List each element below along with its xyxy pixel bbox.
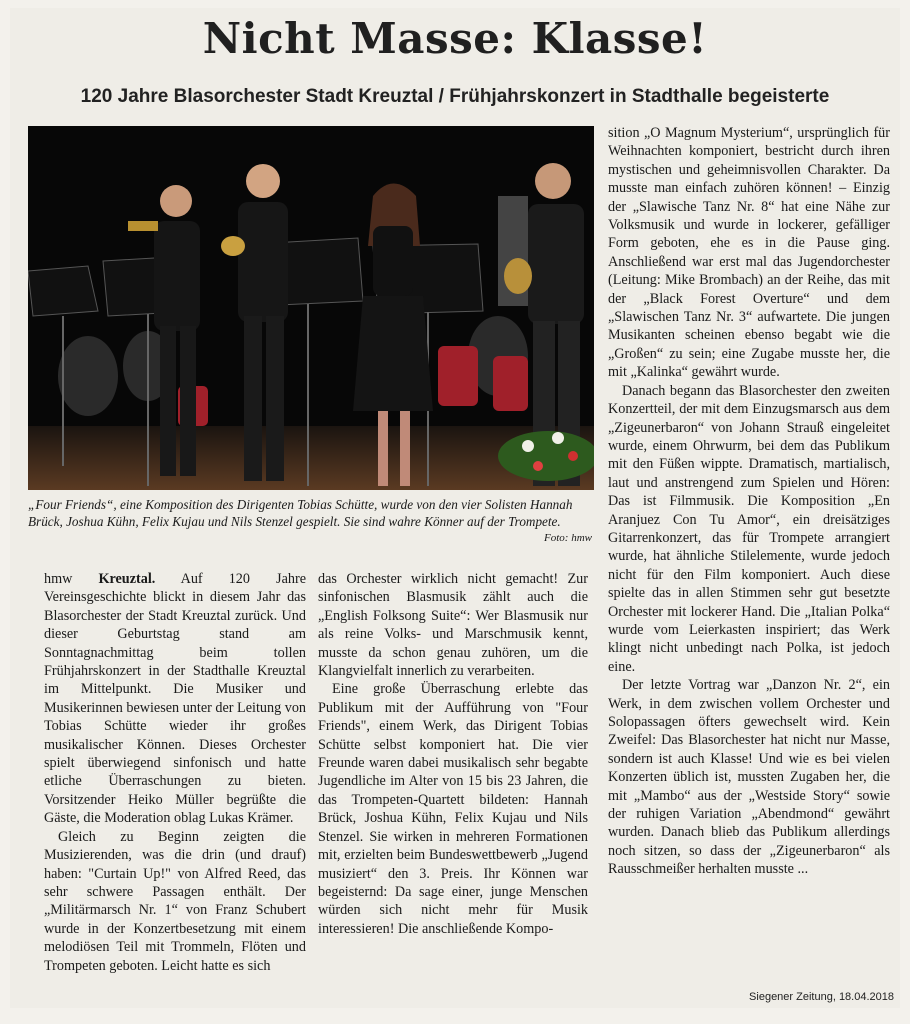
article-lead-paragraph — [44, 570, 306, 828]
article-paragraph: Gleich zu Beginn zeigten die Musizierenden, was die drin (und drauf) haben: "Curtain Up!" von Alfred Reed, das sehr schwere Passagen enthält. Der „Militärmarsch Nr. 1“ von Franz Schubert wurde in der Konzertbesetzung mit einem melodiösen Teil mit Trommeln, Flöten und Trompeten geboten. Leicht hatte es sich — [44, 828, 306, 974]
lead-text: Auf 120 Jahre Vereinsgeschichte blickt in diesem Jahr das Blasorchester der Stadt Kreuztal zurück. Und dieser Geburtstag stand am Sonntagnachmittag beim tollen Frühjahrskonzert in der Stadthalle Kreuztal im Mittelpunkt. Die Musiker und Musikerinnen bewiesen unter der Leitung von Tobias Schütte wieder ihr großes musikalischer Können. Dieses Orchester spielt überwiegend sinfonisch und hatte etliche Überraschungen zu bieten. Vorsitzender Heiko Müller begrüßte die Gäste, die Moderation oblag Lukas Krämer. — [44, 571, 307, 827]
article-paragraph: Eine große Überraschung erlebte das Publikum mit der Aufführung von "Four Friends", einem Werk, das Dirigent Tobias Schütte selbst komponiert hat. Die vier Freunde waren dabei musikalisch sehr begabte Jugendliche im Alter von 15 bis 23 Jahren, die das Trompeten-Quartett bildeten: Hannah Brück, Joshua Kühn, Felix Kujau und Nils Stenzel. Sie wirken in mehreren Formationen mit, erzielten beim Bundeswettbewerb „Jugend musiziert“ den 3. Preis. Ihr Können war begeisternd: Da sage einer, junge Menschen würden sich nicht mehr für Musik interessieren! Die anschließende Kompo- — [318, 681, 588, 937]
article-paragraph: Der letzte Vortrag war „Danzon Nr. 2“, ein Werk, in dem zwischen vollem Orchester und Solopassagen öfters gewechselt wird. Kein Zweifel: Das Blasorchester hat nicht nur Masse, sondern ist auch Klasse! Und wie es bei vielen Konzerten üblich ist, mussten Zugaben her, die mit „Mambo“ aus der „Westside Story“ sowie der ruhigen Variation „Abendmond“ gewährt wurden. Danach blieb das Publikum allerdings noch sitzen, so dass der „Zigeunerbaron“ als Rausschmeißer herhalten musste ... — [608, 677, 890, 878]
article-paragraph: sition „O Magnum Mysterium“, ursprünglich für Weihnachten komponiert, bestricht durch ihren mystischen und geheimnisvollen Charakter. Da musste man einfach zuhören können! – Einzig der „Slawische Tanz Nr. 8“ hat eine Nähe zur Volksmusik und wurde in lockerer, gefälliger Form geboten, ehe es in die Pause ging. Anschließend war erst mal das Jugendorchester (Leitung: Mike Brombach) an der Reihe, das mit der „Black Forest Overture“ und dem „Slawischen Tanz Nr. 3“ aufwartete. Die jungen Musikanten scheinen ebenso begabt wie die „Großen“ zu sein; eine Zugabe musste her, die mit „Kalinka“ gewährt wurde. — [608, 125, 890, 381]
photo-caption-text: „Four Friends“, eine Komposition des Dirigenten Tobias Schütte, wurde von den vier Solisten Hannah Brück, Joshua Kühn, Felix Kujau und Nils Stenzel gespielt. Sie sind wahre Könner auf der Trompete. — [28, 497, 573, 529]
photo-credit: Foto: hmw — [544, 532, 592, 544]
author-tag: hmw — [44, 571, 99, 587]
article-column-2 — [318, 570, 588, 938]
concert-photo-illustration — [28, 126, 594, 490]
concert-photo — [28, 126, 594, 490]
article-paragraph: Danach begann das Blasorchester den zweiten Konzertteil, der mit dem Einzugsmarsch aus dem „Zigeunerbaron“ von Johann Strauß eingeleitet wurde, einem Ohrwurm, bei dem das Publikum mit den Füßen wippte. Dramatisch, martialisch, laut und anstrengend zum Spielen und Hören: Das ist Filmmusik. Die Komposition „En Aranjuez Con Tu Amor“, ein dreisätziges Gitarrenkonzert, das für Trompete arrangiert wurde, hat ähnliche Stilelemente, wurde jedoch nicht für den Film komponiert. Auch diese spielte das in allen Stimmen sehr gut besetzte Orchester mit lockerer Hand. Die „Italian Polka“ wurde vom Leierkasten inspiriert; das Werk klingt nicht unbedingt nach Polka, ist jedoch eine. — [608, 382, 890, 675]
subheadline: 120 Jahre Blasorchester Stadt Kreuztal / Frühjahrskonzert in Stadthalle begeisterte — [80, 86, 830, 107]
article-paragraph: das Orchester wirklich nicht gemacht! Zur sinfonischen Blasmusik zählt auch die „English Folksong Suite“: Wer Blasmusik nur als reine Volks- und Marschmusik kennt, musste da schon genau zuhören, um die Klangvielfalt innerlich zu verarbeiten. — [318, 571, 588, 680]
article-column-1 — [44, 570, 306, 975]
photo-caption — [28, 496, 594, 544]
source-footer: Siegener Zeitung, 18.04.2018 — [749, 991, 894, 1003]
headline: Nicht Masse: Klasse! — [202, 14, 708, 63]
dateline-place: Kreuztal. — [98, 571, 156, 587]
article-column-3 — [608, 124, 890, 879]
